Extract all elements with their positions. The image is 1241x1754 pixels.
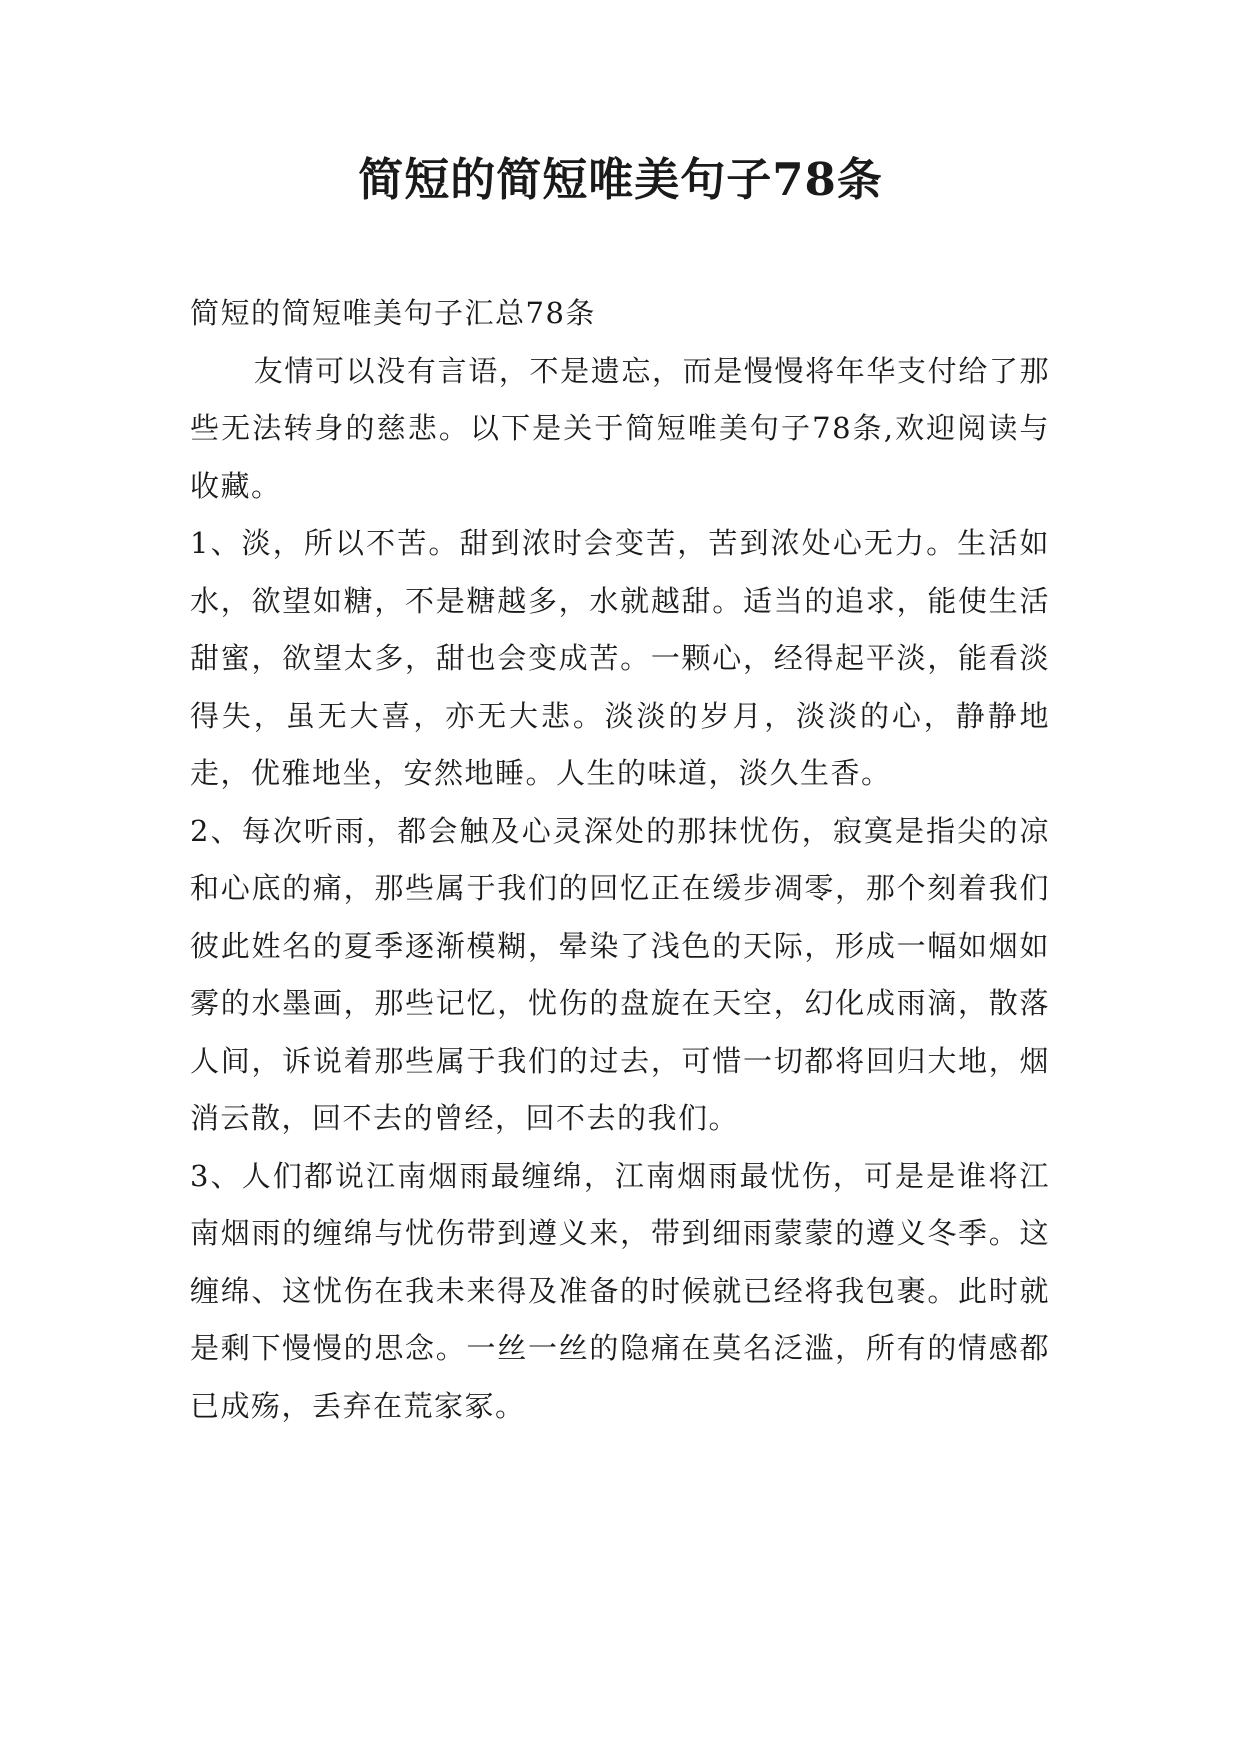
list-item: 1、淡，所以不苦。甜到浓时会变苦，苦到浓处心无力。生活如水，欲望如糖，不是糖越多，水就越甜。适当的追求，能使生活甜蜜，欲望太多，甜也会变成苦。一颗心，经得起平淡，能看淡得失，虽无大喜，亦无大悲。淡淡的岁月，淡淡的心，静静地走，优雅地坐，安然地睡。人生的味道，淡久生香。 [190,526,1050,790]
document-body [190,285,1050,1435]
list-item: 3、人们都说江南烟雨最缠绵，江南烟雨最忧伤，可是是谁将江南烟雨的缠绵与忧伤带到遵义来，带到细雨蒙蒙的遵义冬季。这缠绵、这忧伤在我未来得及准备的时候就已经将我包裹。此时就是剩下慢慢的思念。一丝一丝的隐痛在莫名泛滥，所有的情感都已成殇，丢弃在荒家冢。 [190,1158,1050,1423]
document-title: 简短的简短唯美句子78条 [358,153,883,206]
list-item: 2、每次听雨，都会触及心灵深处的那抹忧伤，寂寞是指尖的凉和心底的痛，那些属于我们的回忆正在缓步凋零，那个刻着我们彼此姓名的夏季逐渐模糊，晕染了浅色的天际，形成一幅如烟如雾的水墨画，那些记忆，忧伤的盘旋在天空，幻化成雨滴，散落人间，诉说着那些属于我们的过去，可惜一切都将回归大地，烟消云散，回不去的曾经，回不去的我们。 [190,813,1050,1135]
intro-paragraph: 友情可以没有言语，不是遗忘，而是慢慢将年华支付给了那些无法转身的慈悲。以下是关于简短唯美句子78条,欢迎阅读与收藏。 [190,353,1050,503]
document-subtitle: 简短的简短唯美句子汇总78条 [190,296,596,330]
